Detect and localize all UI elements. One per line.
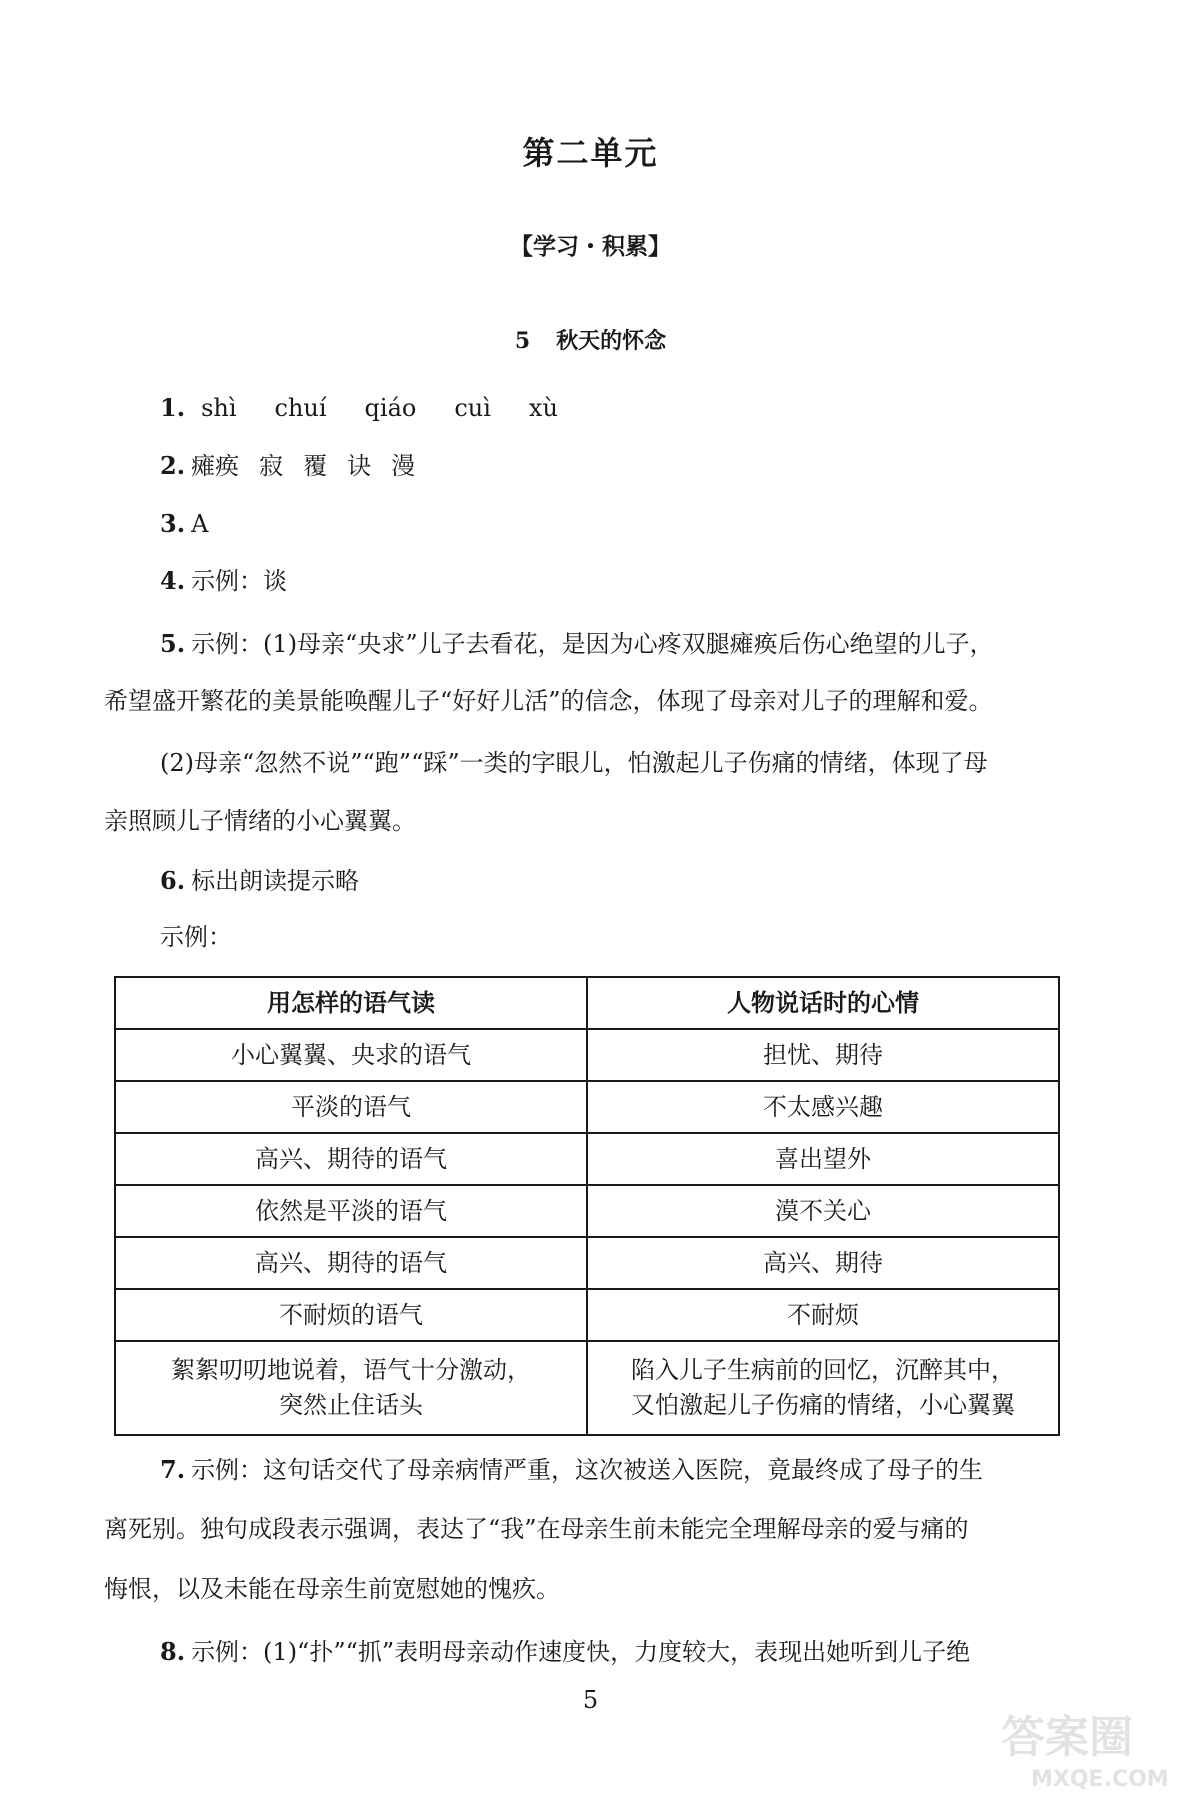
question-5-line-4: 亲照顾儿子情绪的小心翼翼。	[104, 807, 416, 835]
answer-text: 标出朗读提示略	[191, 867, 360, 895]
table-row	[115, 1133, 1059, 1185]
table-header-row	[115, 977, 1059, 1029]
table-cell: 小心翼翼、央求的语气	[115, 1029, 587, 1081]
table-cell: 喜出望外	[587, 1133, 1059, 1185]
table-cell	[115, 1341, 587, 1435]
question-4	[160, 565, 287, 597]
pinyin-item: qiáo	[364, 394, 417, 422]
question-number: 8.	[160, 1637, 186, 1666]
table-cell: 平淡的语气	[115, 1081, 587, 1133]
question-7-line-2: 离死别。独句成段表示强调，表达了“我”在母亲生前未能完全理解母亲的爱与痛的	[104, 1515, 969, 1543]
question-3	[160, 508, 208, 540]
pinyin-item: cuì	[454, 394, 491, 422]
char-item: 瘫痪	[191, 452, 240, 480]
cell-line: 又怕激起儿子伤痛的情绪，小心翼翼	[631, 1391, 1015, 1419]
answer-text: 示例：谈	[191, 567, 288, 595]
answer-text: 示例：这句话交代了母亲病情严重，这次被送入医院，竟最终成了母子的生	[191, 1456, 984, 1484]
question-2	[160, 450, 435, 482]
question-5-line-2: 希望盛开繁花的美景能唤醒儿子“好好儿活”的信念，体现了母亲对儿子的理解和爱。	[104, 687, 993, 715]
cell-line: 陷入儿子生病前的回忆，沉醉其中，	[631, 1356, 1015, 1385]
table-header-mood: 人物说话时的心情	[587, 977, 1059, 1029]
table-cell: 不太感兴趣	[587, 1081, 1059, 1133]
table-header-tone: 用怎样的语气读	[115, 977, 587, 1029]
watermark-logo	[997, 1700, 1167, 1792]
table-cell: 高兴、期待	[587, 1237, 1059, 1289]
pinyin-item: xù	[528, 394, 558, 422]
watermark-text: 答案圈	[1001, 1712, 1133, 1763]
char-item: 诀	[347, 452, 372, 480]
question-number: 4.	[160, 566, 186, 595]
question-number: 7.	[160, 1455, 186, 1484]
table-cell	[587, 1341, 1059, 1435]
watermark-url: MXQE.COM	[1031, 1767, 1167, 1792]
char-item: 覆	[303, 452, 328, 480]
lesson-title	[0, 324, 1181, 355]
section-title: 【学习・积累】	[510, 233, 671, 260]
char-item: 寂	[259, 452, 284, 480]
table-cell: 高兴、期待的语气	[115, 1237, 587, 1289]
table-cell: 不耐烦的语气	[115, 1289, 587, 1341]
question-8-line-1	[160, 1636, 970, 1668]
table-cell: 依然是平淡的语气	[115, 1185, 587, 1237]
table-row	[115, 1289, 1059, 1341]
question-7-line-1	[160, 1454, 983, 1486]
question-7-line-3: 悔恨，以及未能在母亲生前宽慰她的愧疚。	[104, 1575, 560, 1603]
page-number: 5	[582, 1686, 599, 1714]
unit-title: 第二单元	[522, 134, 659, 172]
question-5-line-3: (2)母亲“忽然不说”“跑”“踩”一类的字眼儿，怕激起儿子伤痛的情绪，体现了母	[160, 749, 988, 777]
question-number: 5.	[160, 629, 186, 658]
table-row	[115, 1029, 1059, 1081]
answer-text: 示例：(1)母亲“央求”儿子去看花，是因为心疼双腿瘫痪后伤心绝望的儿子，	[191, 630, 994, 658]
table-cell: 担忧、期待	[587, 1029, 1059, 1081]
answer-text: 示例：(1)“扑”“抓”表明母亲动作速度快，力度较大，表现出她听到儿子绝	[191, 1638, 971, 1666]
cell-line: 突然止住话头	[279, 1391, 423, 1419]
question-6	[160, 865, 359, 897]
example-label: 示例：	[160, 923, 232, 951]
question-1	[160, 392, 596, 424]
table-row	[115, 1341, 1059, 1435]
pinyin-item: shì	[201, 394, 237, 422]
pinyin-item: chuí	[274, 394, 327, 422]
question-number: 2.	[160, 451, 186, 480]
table-row	[115, 1237, 1059, 1289]
table-cell: 漠不关心	[587, 1185, 1059, 1237]
char-item: 漫	[391, 452, 416, 480]
question-number: 1.	[160, 393, 186, 422]
table-cell: 不耐烦	[587, 1289, 1059, 1341]
reading-tone-table	[114, 976, 1060, 1436]
question-number: 3.	[160, 509, 186, 538]
cell-line: 絮絮叨叨地说着，语气十分激动，	[171, 1356, 531, 1385]
answer-text: A	[191, 510, 209, 538]
watermark-graphic	[997, 1700, 1167, 1792]
question-number: 6.	[160, 866, 186, 895]
table-row	[115, 1185, 1059, 1237]
lesson-name: 秋天的怀念	[556, 328, 667, 354]
question-5-line-1	[160, 628, 994, 660]
table-cell: 高兴、期待的语气	[115, 1133, 587, 1185]
table-row	[115, 1081, 1059, 1133]
lesson-number: 5	[514, 328, 531, 354]
